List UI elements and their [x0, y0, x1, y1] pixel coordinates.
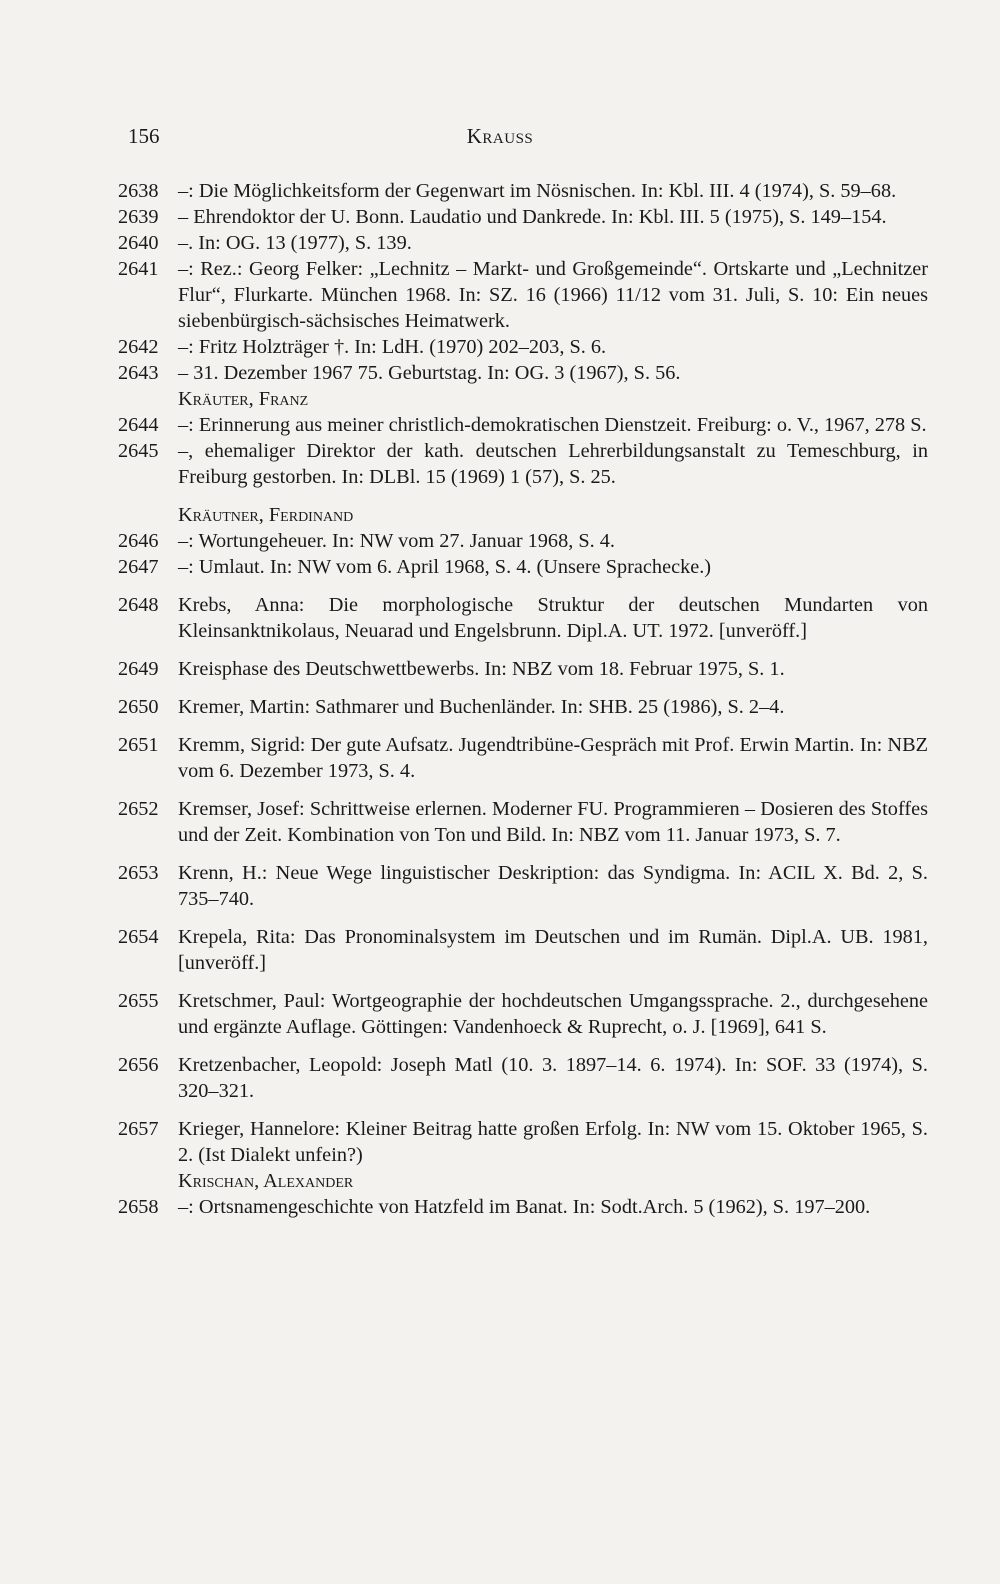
bibliography-entry	[118, 656, 928, 682]
entry-text: Kretschmer, Paul: Wortgeographie der hochdeutschen Umgangssprache. 2., durchgesehene und ergänzte Auflage. Göttingen: Vandenhoeck & Ruprecht, o. J. [1969], 641 S.	[178, 990, 928, 1038]
entry-number: 2650	[118, 696, 159, 718]
entry-text: –: Rez.: Georg Felker: „Lechnitz – Markt- und Großgemeinde“. Ortskarte und „Lechnitzer Flur“, Flurkarte. München 1968. In: SZ. 16 (1966) 11/12 vom 31. Juli, S. 10: Ein neues siebenbürgisch-sächsisches Heimatwerk.	[178, 258, 928, 332]
entry-text: Kretzenbacher, Leopold: Joseph Matl (10. 3. 1897–14. 6. 1974). In: SOF. 33 (1974), S. 320–321.	[178, 1054, 928, 1102]
author-heading: Krischan, Alexander	[178, 1170, 354, 1192]
entry-text: – 31. Dezember 1967 75. Geburtstag. In: OG. 3 (1967), S. 56.	[178, 362, 681, 384]
entry-text: Kremm, Sigrid: Der gute Aufsatz. Jugendtribüne-Gespräch mit Prof. Erwin Martin. In: NBZ vom 6. Dezember 1973, S. 4.	[178, 734, 928, 782]
bibliography-entry	[118, 796, 928, 848]
entry-text: –: Erinnerung aus meiner christlich-demokratischen Dienstzeit. Freiburg: o. V., 1967, 278 S.	[178, 414, 927, 436]
bibliography-entry	[118, 592, 928, 644]
entry-number: 2651	[118, 734, 159, 756]
entry-text: Kremser, Josef: Schrittweise erlernen. Moderner FU. Programmieren – Dosieren des Stoffes und der Zeit. Kombination von Ton und Bild. In: NBZ vom 11. Januar 1973, S. 7.	[178, 798, 928, 846]
entry-number: 2646	[118, 530, 159, 552]
entry-text: – Ehrendoktor der U. Bonn. Laudatio und Dankrede. In: Kbl. III. 5 (1975), S. 149–154.	[178, 206, 887, 228]
entry-text: –: Umlaut. In: NW vom 6. April 1968, S. 4. (Unsere Sprachecke.)	[178, 556, 712, 578]
page-header	[0, 124, 1000, 154]
entry-number: 2649	[118, 658, 159, 680]
bibliography-entry	[118, 230, 928, 256]
bibliography-entry	[118, 1194, 928, 1220]
entry-number: 2644	[118, 414, 159, 436]
bibliography-entry	[118, 412, 928, 438]
entry-number: 2655	[118, 990, 159, 1012]
entry-number: 2640	[118, 232, 159, 254]
bibliography-entry	[118, 1116, 928, 1168]
author-heading: Kräuter, Franz	[178, 388, 309, 410]
entry-number: 2642	[118, 336, 159, 358]
author-heading: Kräutner, Ferdinand	[178, 504, 354, 526]
bibliography-entry	[118, 860, 928, 912]
entry-text: Kremer, Martin: Sathmarer und Buchenländer. In: SHB. 25 (1986), S. 2–4.	[178, 696, 785, 718]
bibliography-entry	[118, 438, 928, 490]
bibliography-entry	[118, 1052, 928, 1104]
entry-text: Krebs, Anna: Die morphologische Struktur der deutschen Mundarten von Kleinsanktnikolaus, Neuarad und Engelsbrunn. Dipl.A. UT. 1972. [unveröff.]	[178, 594, 928, 642]
entry-text: –. In: OG. 13 (1977), S. 139.	[178, 232, 412, 254]
bibliography-entry	[118, 528, 928, 554]
entry-number: 2639	[118, 206, 159, 228]
bibliography-list	[118, 178, 928, 1220]
running-title: Krauss	[466, 124, 534, 148]
entry-number: 2657	[118, 1118, 159, 1140]
entry-text: –: Wortungeheuer. In: NW vom 27. Januar 1968, S. 4.	[178, 530, 615, 552]
entry-number: 2648	[118, 594, 159, 616]
bibliography-entry	[118, 924, 928, 976]
entry-number: 2654	[118, 926, 159, 948]
bibliography-entry	[118, 204, 928, 230]
entry-number: 2652	[118, 798, 159, 820]
entry-number: 2647	[118, 556, 159, 578]
entry-number: 2638	[118, 180, 159, 202]
bibliography-entry	[118, 732, 928, 784]
entry-number: 2653	[118, 862, 159, 884]
entry-text: Krenn, H.: Neue Wege linguistischer Deskription: das Syndigma. In: ACIL X. Bd. 2, S. 735–740.	[178, 862, 928, 910]
entry-text: Krieger, Hannelore: Kleiner Beitrag hatte großen Erfolg. In: NW vom 15. Oktober 1965, S. 2. (Ist Dialekt unfein?)	[178, 1118, 928, 1166]
bibliography-entry	[118, 554, 928, 580]
entry-number: 2658	[118, 1196, 159, 1218]
entry-number: 2645	[118, 440, 159, 462]
entry-number: 2641	[118, 258, 159, 280]
entry-number: 2643	[118, 362, 159, 384]
entry-number: 2656	[118, 1054, 159, 1076]
bibliography-entry	[118, 256, 928, 334]
bibliography-entry	[118, 694, 928, 720]
entry-text: –: Fritz Holzträger †. In: LdH. (1970) 202–203, S. 6.	[178, 336, 607, 358]
entry-text: Kreisphase des Deutschwettbewerbs. In: NBZ vom 18. Februar 1975, S. 1.	[178, 658, 785, 680]
bibliography-entry	[118, 360, 928, 386]
entry-text: Krepela, Rita: Das Pronominalsystem im Deutschen und im Rumän. Dipl.A. UB. 1981, [unveröff.]	[178, 926, 928, 974]
entry-text: –: Die Möglichkeitsform der Gegenwart im Nösnischen. In: Kbl. III. 4 (1974), S. 59–68.	[178, 180, 897, 202]
bibliography-entry	[118, 334, 928, 360]
bibliography-entry	[118, 988, 928, 1040]
bibliography-entry	[118, 178, 928, 204]
page-number: 156	[128, 124, 160, 148]
entry-text: –: Ortsnamengeschichte von Hatzfeld im Banat. In: Sodt.Arch. 5 (1962), S. 197–200.	[178, 1196, 871, 1218]
entry-text: –, ehemaliger Direktor der kath. deutschen Lehrerbildungsanstalt zu Temeschburg, in Freiburg gestorben. In: DLBl. 15 (1969) 1 (57), S. 25.	[178, 440, 928, 488]
